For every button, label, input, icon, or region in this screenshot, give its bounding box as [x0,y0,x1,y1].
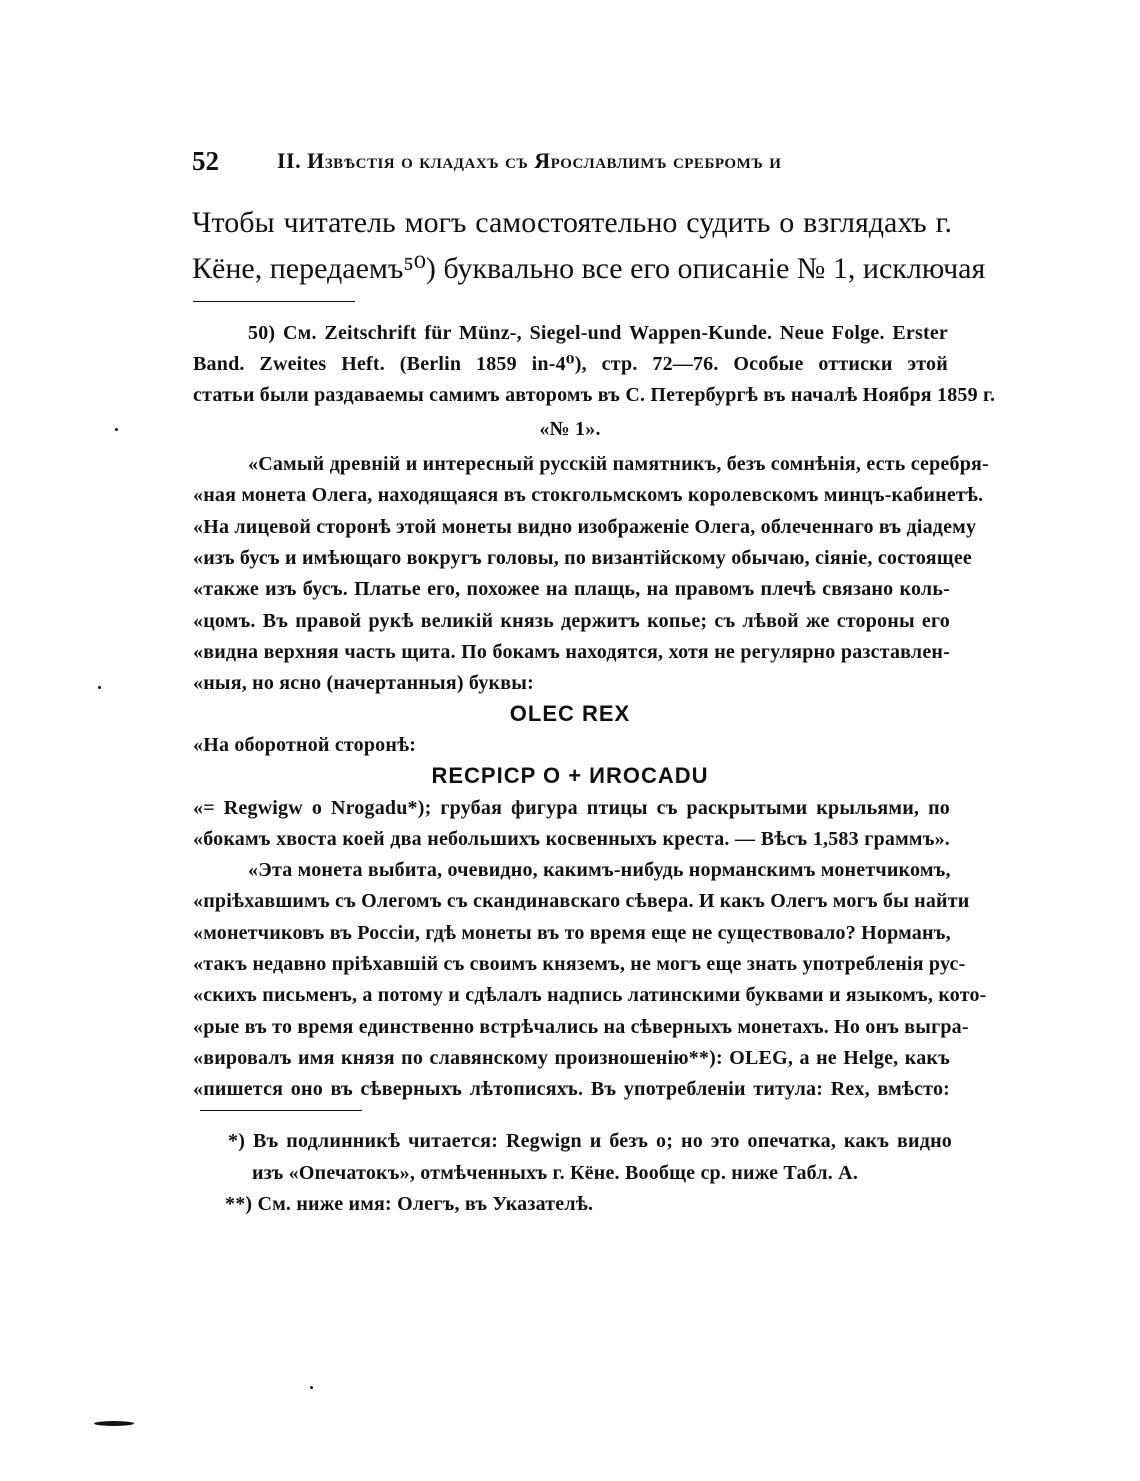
paragraph-line: «такъ недавно пріѣхавшій съ своимъ княземъ, не могъ еще знать употребленія рус- [193,952,966,975]
footnote-line: *) Въ подлинникѣ читается: Regwign и безъ o; но это опечатка, какъ видно [228,1130,952,1152]
paragraph-line: «На лицевой сторонѣ этой монеты видно изображеніе Олега, облеченнаго въ діадему [193,515,977,538]
footnote-separator [200,1110,362,1111]
paragraph-line: «монетчиковъ въ Россіи, гдѣ монеты въ то время еще не существовало? Норманъ, [193,921,951,944]
running-head: II. Извѣстія о кладахъ съ Ярославлимъ сребромъ и [277,148,782,173]
main-text-line: Кёне, передаемъ⁵⁰) буквально все его описаніе № 1, исключая [192,252,986,285]
footnote-line: Band. Zweites Heft. (Berlin 1859 in-4⁰), стр. 72—76. Особые оттиски этой [193,353,948,375]
quote-heading: «№ 1». [539,418,601,440]
paragraph-line: «цомъ. Въ правой рукѣ великій князь держитъ копье; съ лѣвой же стороны его [193,609,950,632]
footnote-line: статьи были раздаваемы самимъ авторомъ въ С. Петербургѣ въ началѣ Ноября 1859 г. [193,384,996,406]
footnote-line: **) См. ниже имя: Олегъ, въ Указателѣ. [225,1193,594,1215]
coin-legend-reverse: RECPICP O + ИROCADU [431,763,709,788]
paragraph-line: «рые въ то время единственно встрѣчались на сѣверныхъ монетахъ. Но онъ выгра- [193,1015,969,1038]
footnote-separator [193,301,355,302]
page-header [192,146,952,182]
footnote-line: изъ «Опечатокъ», отмѣченныхъ г. Кёне. Вообще ср. ниже Табл. А. [252,1162,859,1184]
paragraph-line: «Эта монета выбита, очевидно, какимъ-нибудь норманскимъ монетчикомъ, [248,859,951,881]
paragraph-line: «также изъ бусъ. Платье его, похожее на плащь, на правомъ плечѣ связано коль- [193,578,950,601]
page-number: 52 [192,146,219,176]
print-speck [115,428,118,431]
footnote-line: 50) См. Zeitschrift für Münz-, Siegel-und Wappen-Kunde. Neue Folge. Erster [248,322,948,344]
paragraph-line: «вировалъ имя князя по славянскому произношенію**): OLEG, а не Helge, какъ [193,1046,950,1069]
print-smudge [94,1421,134,1426]
paragraph-line: «ная монета Олега, находящаяся въ стокгольмскомъ королевскомъ минцъ-кабинетѣ. [193,484,984,507]
print-speck [310,1386,313,1389]
main-text-line: Чтобы читатель могъ самостоятельно судить о взглядахъ г. [192,206,952,239]
paragraph-line: «пріѣхавшимъ съ Олегомъ съ скандинавскаго сѣвера. И какъ Олегъ могъ бы найти [193,890,970,913]
paragraph-line: «бокамъ хвоста коей два небольшихъ косвенныхъ креста. — Вѣсъ 1,583 граммъ». [193,828,950,850]
paragraph-line: «ныя, но ясно (начертанныя) буквы: [193,672,534,695]
paragraph-line: «Самый древній и интересный русскій памятникъ, безъ сомнѣнія, есть серебря- [248,453,989,475]
paragraph-line: «пишется оно въ сѣверныхъ лѣтописяхъ. Въ употребленіи титула: Rex, вмѣсто: [193,1078,950,1101]
paragraph-line: «изъ бусъ и имѣющаго вокругъ головы, по византійскому обычаю, сіяніе, состоящее [193,546,972,569]
print-speck [98,686,101,689]
paragraph-line: «скихъ письменъ, а потому и сдѣлалъ надпись латинскими буквами и языкомъ, кото- [193,984,987,1007]
paragraph-line: «= Regwigw o Nrogadu*); грубая фигура птицы съ раскрытыми крыльями, по [193,797,950,819]
reverse-intro: «На оборотной сторонѣ: [193,734,417,756]
paragraph-line: «видна верхняя часть щита. По бокамъ находятся, хотя не регулярно разставлен- [193,640,950,663]
coin-legend-obverse: OLEC REX [509,701,631,726]
